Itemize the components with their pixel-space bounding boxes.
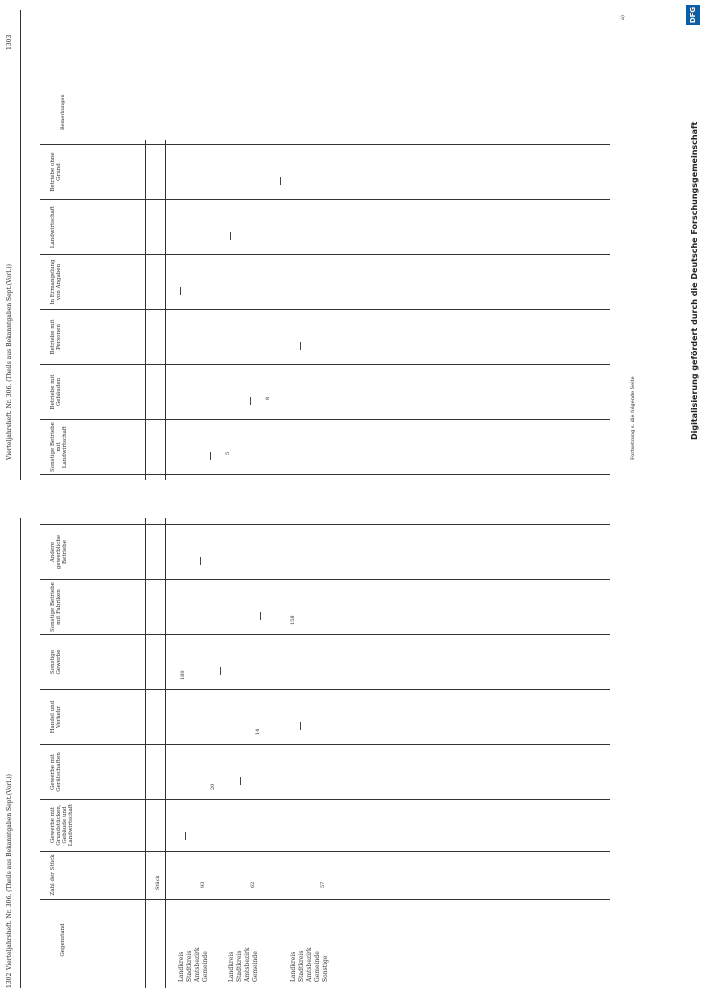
vline: [40, 309, 610, 310]
row-label: Amtsbezirk: [244, 947, 251, 982]
row-label: Landkreis: [178, 951, 185, 982]
row-label: Amtsbezirk: [306, 947, 313, 982]
vline: [40, 689, 610, 690]
col-header: Andere gewerbliche Betriebe: [50, 534, 68, 570]
row-label: Sonstige: [322, 955, 329, 982]
vline: [40, 419, 610, 420]
vline: [40, 364, 610, 365]
row-label: Stadtkreis: [186, 950, 193, 982]
col-header: Gewerbe mit Grundstücken, Gebäude und Landwirtschaft: [50, 803, 74, 847]
vline: [40, 524, 610, 525]
vline: [40, 744, 610, 745]
dash: [180, 287, 181, 295]
cell-value: 57: [320, 881, 326, 888]
header-divider-right: [145, 140, 146, 480]
col-header: Betriebe mit Personen: [50, 319, 62, 355]
dash: [240, 777, 241, 785]
vline: [40, 634, 610, 635]
side-note: Bemerkungen: [60, 94, 66, 130]
dash: [280, 177, 281, 185]
row-label: Landkreis: [228, 951, 235, 982]
right-page-number: 1303: [6, 34, 13, 50]
right-running-title: Vierteljahrsheft. Nr. 306. (Theils aus Bekanntgaben Sept.(Vorl.)): [6, 264, 13, 460]
units-divider-right: [165, 140, 166, 480]
vline: [40, 899, 610, 900]
row-label: Amtsbezirk: [194, 947, 201, 982]
col-header: Sonstige Gewerbe: [50, 649, 62, 675]
cell-value: 20: [210, 783, 216, 790]
dfg-notice: Digitalisierung gefördert durch die Deutsche Forschungsgemeinschaft: [690, 121, 699, 440]
cell-value: 62: [250, 881, 256, 888]
units-divider-left: [165, 518, 166, 988]
margin-label: a): [620, 15, 626, 20]
dash: [300, 342, 301, 350]
dash: [250, 397, 251, 405]
vline: [40, 579, 610, 580]
dash: [200, 557, 201, 565]
vline: [40, 799, 610, 800]
cell-value: 158: [290, 615, 296, 625]
col-header: Betriebe ohne Grund: [50, 152, 62, 192]
left-page-number: 1302: [6, 972, 13, 988]
col-header: Sonstige Betriebe mit Landwirtschaft: [50, 422, 68, 472]
top-rule-right: [20, 10, 21, 480]
vline: [40, 199, 610, 200]
row-label: Stadtkreis: [298, 950, 305, 982]
dash: [300, 722, 301, 730]
left-running-title: Vierteljahrsheft. Nr. 306. (Theils aus Bekanntgaben Sept.(Vorl.)): [6, 774, 13, 970]
vline: [40, 474, 610, 475]
unit-label: Stück: [155, 875, 161, 890]
col-header: Landwirtschaft: [50, 205, 56, 249]
col-header: Zahl der Stück: [50, 854, 56, 896]
vline: [40, 851, 610, 852]
col-header: Handel und Verkehr: [50, 700, 62, 734]
dash: [230, 232, 231, 240]
cell-value: 180: [180, 670, 186, 680]
col-header: Sonstige Betriebe mit Fabriken: [50, 582, 62, 632]
dash: [185, 832, 186, 840]
cell-value: 14: [255, 728, 261, 735]
row-label: Gemeinde: [314, 951, 321, 982]
row-label: Gemeinde: [252, 951, 259, 982]
dash: [260, 612, 261, 620]
col-header: In Ermangelung von Angaben: [50, 259, 62, 305]
vline: [40, 254, 610, 255]
cell-value: 93: [200, 881, 206, 888]
vline: [40, 144, 610, 145]
cell-value: 5: [225, 451, 231, 455]
col-header: Betriebe mit Gebäuden: [50, 374, 62, 410]
dash: [210, 452, 211, 460]
header-divider-left: [145, 518, 146, 988]
cell-value: 8: [265, 396, 271, 400]
col-header: Gewerbe mit Gerätschaften: [50, 752, 62, 792]
dfg-badge: DFG: [686, 5, 700, 25]
right-footer: Fortsetzung s. die folgende Seite: [630, 376, 636, 460]
row-header: Gegenstand: [60, 923, 66, 957]
top-rule-left: [20, 518, 21, 988]
row-label: Stadtkreis: [236, 950, 243, 982]
row-label: Landkreis: [290, 951, 297, 982]
row-label: Gemeinde: [202, 951, 209, 982]
dash: [220, 667, 221, 675]
